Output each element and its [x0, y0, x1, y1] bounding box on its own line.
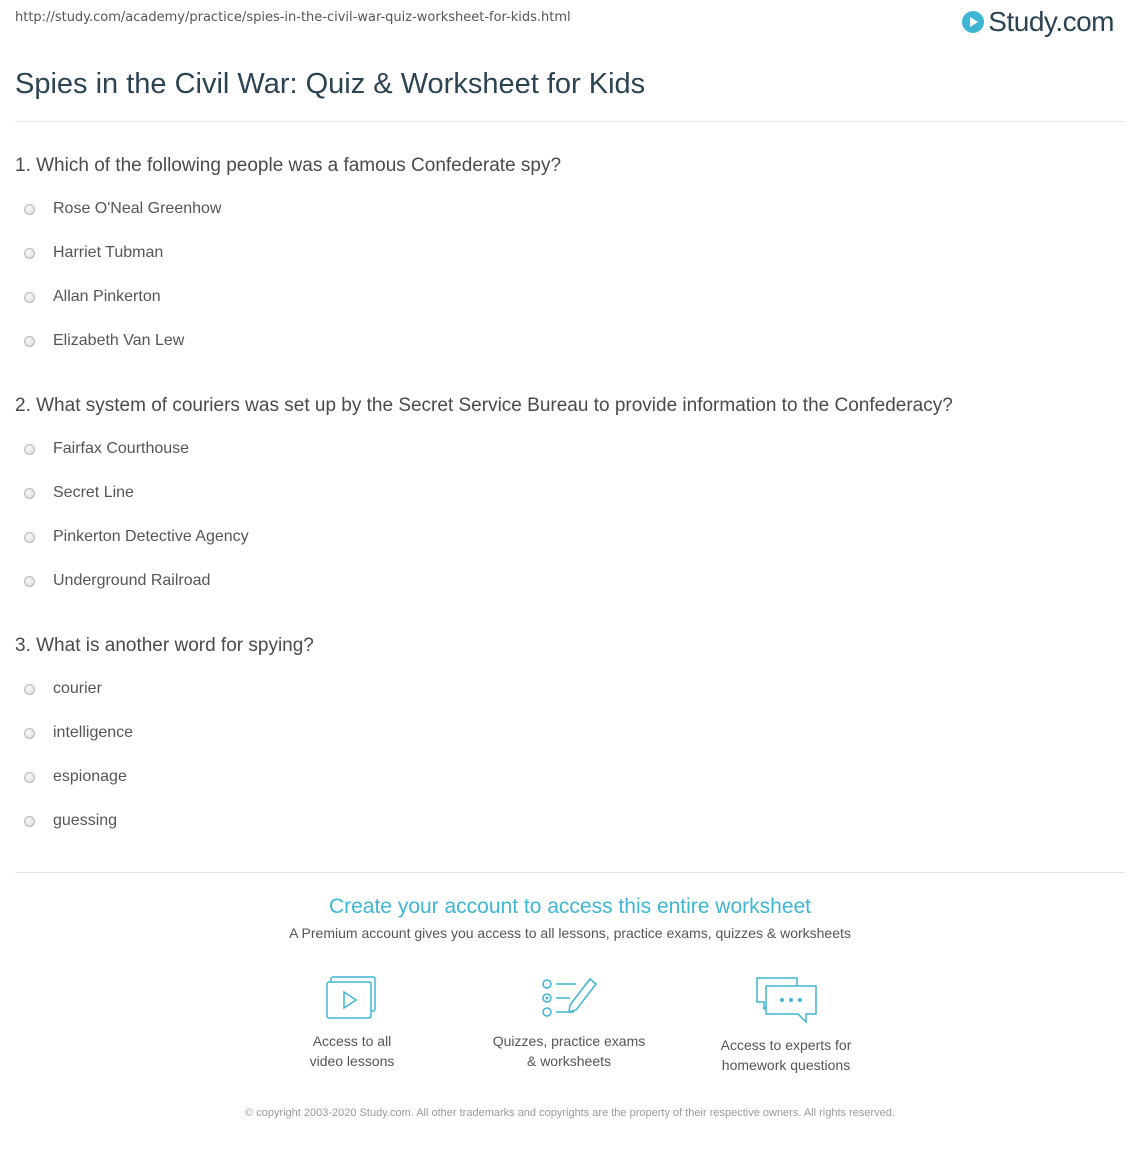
- answer-option[interactable]: [15, 187, 561, 231]
- video-lessons-icon: [326, 975, 378, 1021]
- answer-option[interactable]: [15, 667, 314, 711]
- answer-label: Fairfax Courthouse: [53, 440, 190, 457]
- answer-label: espionage: [53, 768, 127, 785]
- question-text: 3. What is another word for spying?: [15, 635, 314, 656]
- question-text: 1. Which of the following people was a famous Confederate spy?: [15, 155, 562, 176]
- page-title: Spies in the Civil War: Quiz & Worksheet for Kids: [15, 68, 646, 100]
- answer-option[interactable]: [15, 471, 953, 515]
- radio-button[interactable]: [24, 816, 35, 827]
- cta-subtitle: A Premium account gives you access to all lessons, practice exams, quizzes & worksheets: [289, 925, 851, 941]
- cta-title-link[interactable]: Create your account to access this entire worksheet: [328, 895, 812, 918]
- radio-button[interactable]: [24, 532, 35, 543]
- radio-button[interactable]: [24, 204, 35, 215]
- answer-option[interactable]: [15, 427, 953, 471]
- answer-label: Elizabeth Van Lew: [53, 332, 185, 349]
- answer-option[interactable]: [15, 231, 561, 275]
- answer-option[interactable]: [15, 275, 561, 319]
- feature-video-lessons: [252, 975, 452, 1071]
- radio-button[interactable]: [24, 576, 35, 587]
- question-text: 2. What system of couriers was set up by the Secret Service Bureau to provide information to the Confederacy?: [15, 395, 953, 416]
- title-divider: [15, 121, 1125, 122]
- answer-label: Secret Line: [53, 484, 134, 501]
- feature-quizzes: [469, 975, 669, 1071]
- radio-button[interactable]: [24, 684, 35, 695]
- answer-label: Allan Pinkerton: [53, 288, 161, 305]
- radio-button[interactable]: [24, 444, 35, 455]
- answer-label: courier: [53, 680, 102, 697]
- feature-experts: [686, 975, 886, 1075]
- answer-option[interactable]: [15, 799, 314, 843]
- top-bar: [0, 0, 1140, 44]
- feature-label: Quizzes, practice exams & worksheets: [492, 1033, 646, 1069]
- answer-label: Rose O'Neal Greenhow: [53, 200, 222, 217]
- play-logo-icon: [962, 11, 984, 33]
- copyright-text: © copyright 2003-2020 Study.com. All other trademarks and copyrights are the property of their respective owners. All rights reserved.: [245, 1107, 895, 1119]
- answer-option[interactable]: [15, 559, 953, 603]
- answer-option[interactable]: [15, 755, 314, 799]
- signup-cta: [0, 895, 1140, 941]
- radio-button[interactable]: [24, 336, 35, 347]
- answer-label: Pinkerton Detective Agency: [53, 528, 249, 545]
- question-1: [15, 155, 561, 363]
- quizzes-icon: [540, 975, 598, 1021]
- radio-button[interactable]: [24, 292, 35, 303]
- radio-button[interactable]: [24, 488, 35, 499]
- answer-option[interactable]: [15, 711, 314, 755]
- experts-chat-icon: [754, 975, 818, 1025]
- radio-button[interactable]: [24, 248, 35, 259]
- answer-option[interactable]: [15, 319, 561, 363]
- section-divider: [15, 872, 1125, 873]
- answer-label: intelligence: [53, 724, 134, 741]
- feature-label: Access to experts for homework questions: [720, 1037, 852, 1073]
- answer-label: guessing: [53, 812, 118, 829]
- logo-text: Study.com: [988, 6, 1114, 37]
- answer-option[interactable]: [15, 515, 953, 559]
- answer-label: Harriet Tubman: [53, 244, 164, 261]
- radio-button[interactable]: [24, 728, 35, 739]
- radio-button[interactable]: [24, 772, 35, 783]
- answer-label: Underground Railroad: [53, 572, 211, 589]
- question-2: [15, 395, 953, 603]
- page-url: http://study.com/academy/practice/spies-in-the-civil-war-quiz-worksheet-for-kids.html: [15, 10, 571, 25]
- study-logo[interactable]: [962, 6, 1114, 38]
- feature-label: Access to all video lessons: [309, 1033, 395, 1069]
- question-3: [15, 635, 314, 843]
